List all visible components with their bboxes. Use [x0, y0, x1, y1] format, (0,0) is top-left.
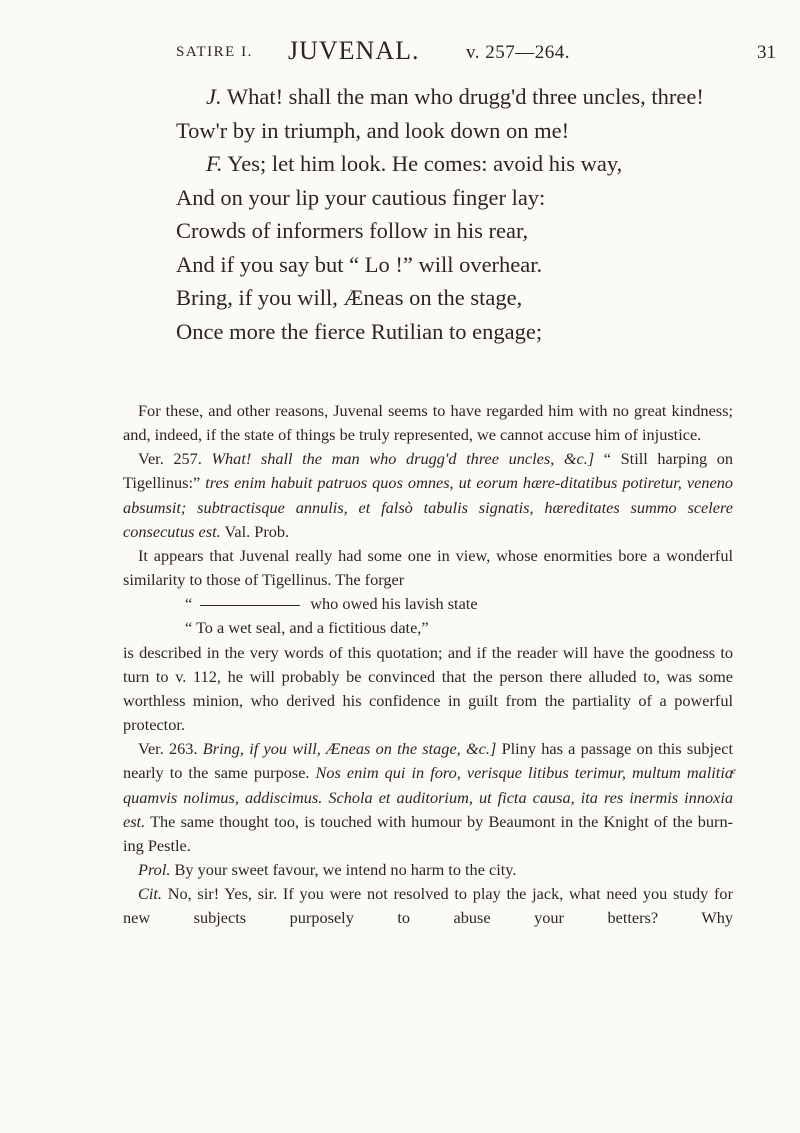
quote-dash	[200, 605, 300, 606]
latin-quote: tres enim habuit patruos quos omnes, ut eorum hære-ditatibus potiretur, veneno absumsit; subtractisque annulis, et falsò tabulis signatis, hæreditates summo scelere consecutus est.	[123, 473, 733, 541]
commentary-notes	[123, 399, 733, 930]
note-lemma: Bring, if you will, Æneas on the stage, &c.]	[202, 739, 497, 759]
quoted-verse: “ who owed his lavish state	[185, 594, 478, 614]
speaker-label: Prol.	[138, 859, 171, 879]
dialogue-line: Cit. No, sir! Yes, sir. If you were not resolved to play the jack, what need you study for new subjects purposely to abuse your betters? Why	[123, 884, 733, 928]
note-paragraph: It appears that Juvenal really had some one in view, whose enormities bore a wonderful similarity to those of Tigellinus. The forger	[123, 545, 733, 590]
satire-number: SATIRE I.	[176, 44, 253, 60]
speaker-label: J.	[206, 84, 222, 109]
latin-quote: Nos enim qui in foro, verisque litibus terimur, multum malitiaͤ quamvis nolimus, addiscimus. Schola et auditorium, ut ficta causa, ita res inermis innoxia est.	[123, 763, 733, 831]
verse-line: And on your lip your cautious finger lay:	[176, 184, 546, 210]
note-paragraph: For these, and other reasons, Juvenal seems to have regarded him with no great kindness; and, indeed, if the state of things be truly represented, we cannot accuse him of injustice.	[123, 401, 733, 445]
speaker-label: F.	[206, 151, 223, 176]
verse-block	[0, 80, 800, 348]
quoted-verse: “ To a wet seal, and a fictitious date,”	[185, 618, 429, 638]
verse-ref: Ver. 257.	[138, 449, 202, 469]
verse-line: Once more the fierce Rutilian to engage;	[176, 318, 543, 344]
page-number: 31	[757, 42, 776, 63]
note-paragraph: is described in the very words of this quotation; and if the reader will have the goodness to turn to v. 112, he will probably be convinced that the person there alluded to, was some worthless minion, who derived his confidence in guilt from the partiality of a powerful protector.	[123, 642, 733, 735]
note-paragraph: Ver. 257. What! shall the man who drugg'd three uncles, &c.] “ Still harping on Tigellinus:” tres enim habuit patruos quos omnes, ut eorum hære-ditatibus potiretur, veneno absumsit; subtractisque annulis, et falsò tabulis signatis, hæreditates summo scelere consecutus est. Val. Prob.	[123, 449, 733, 541]
dialogue-line: Prol. By your sweet favour, we intend no harm to the city.	[138, 859, 517, 879]
verse-line: And if you say but “ Lo !” will overhear.	[176, 251, 543, 277]
header-title: JUVENAL.	[288, 36, 420, 65]
running-header	[176, 36, 788, 70]
citation: Val. Prob.	[224, 521, 290, 541]
verse-line: J. What! shall the man who drugg'd three uncles, three!	[206, 84, 704, 109]
verse-line: F. Yes; let him look. He comes: avoid his way,	[206, 151, 623, 176]
verse-line: Tow'r by in triumph, and look down on me!	[176, 117, 570, 143]
note-lemma: What! shall the man who drugg'd three uncles, &c.]	[211, 449, 595, 469]
verse-line: Bring, if you will, Æneas on the stage,	[176, 285, 523, 310]
speaker-label: Cit.	[138, 884, 162, 904]
verse-line: Crowds of informers follow in his rear,	[176, 218, 529, 243]
note-paragraph: Ver. 263. Bring, if you will, Æneas on the stage, &c.] Pliny has a passage on this subject nearly to the same purpose. Nos enim qui in foro, verisque litibus terimur, multum malitiaͤ quamvis nolimus, addiscimus. Schola et auditorium, ut ficta causa, ita res inermis innoxia est. The same thought too, is touched with humour by Beaumont in the Knight of the burn-ing Pestle.	[123, 739, 734, 855]
line-reference: v. 257—264.	[466, 42, 571, 63]
verse-ref: Ver. 263.	[138, 739, 198, 759]
